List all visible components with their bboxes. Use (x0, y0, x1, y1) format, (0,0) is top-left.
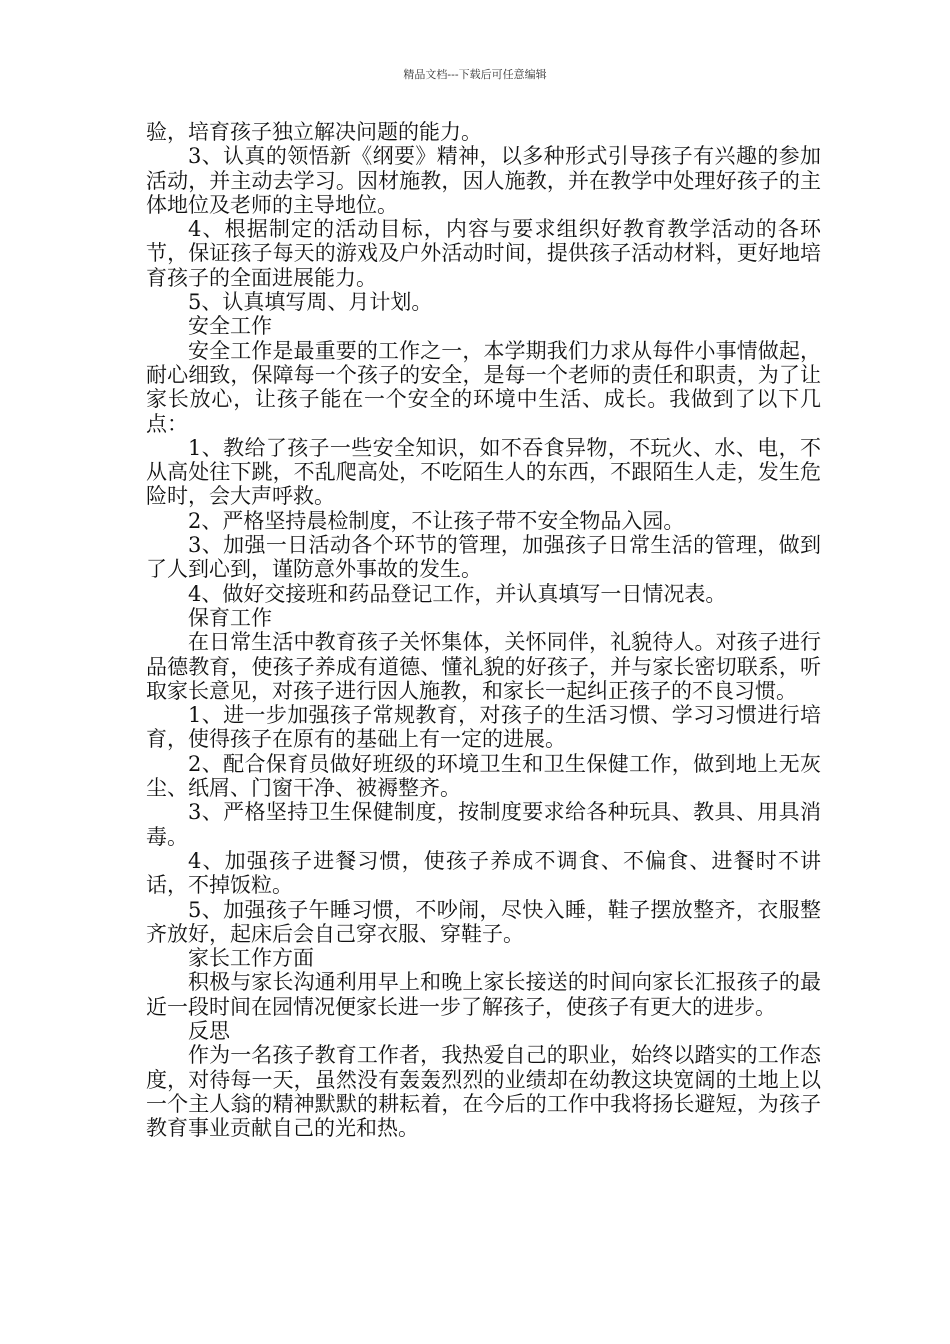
document-body (146, 120, 821, 1140)
paragraph: 2、严格坚持晨检制度，不让孩子带不安全物品入园。 (188, 508, 685, 533)
paragraph: 4、根据制定的活动目标，内容与要求组织好教育教学活动的各环节，保证孩子每天的游戏及户外活动时间，提供孩子活动材料，更好地培育孩子的全面进展能力。 (146, 217, 821, 290)
paragraph: 验，培育孩子独立解决问题的能力。 (146, 120, 482, 144)
paragraph: 4、做好交接班和药品登记工作，并认真填写一日情况表。 (188, 581, 727, 606)
paragraph: 2、配合保育员做好班级的环境卫生和卫生保健工作，做到地上无灰尘、纸屑、门窗干净、被褥整齐。 (146, 751, 821, 801)
paragraph: 4、加强孩子进餐习惯，使孩子养成不调食、不偏食、进餐时不讲话，不掉饭粒。 (146, 848, 821, 898)
paragraph: 3、加强一日活动各个环节的管理，加强孩子日常生活的管理，做到了人到心到，谨防意外事故的发生。 (146, 533, 821, 582)
paragraph: 作为一名孩子教育工作者，我热爱自己的职业，始终以踏实的工作态度，对待每一天，虽然没有轰轰烈烈的业绩却在幼教这块宽阔的土地上以一个主人翁的精神默默的耕耘着，在今后的工作中我将扬长避短，为孩子教育事业贡献自己的光和热。 (146, 1043, 821, 1141)
paragraph: 1、进一步加强孩子常规教育，对孩子的生活习惯、学习习惯进行培育，使得孩子在原有的基础上有一定的进展。 (146, 703, 821, 752)
paragraph: 5、加强孩子午睡习惯，不吵闹，尽快入睡，鞋子摆放整齐，衣服整齐放好，起床后会自己穿衣服、穿鞋子。 (146, 897, 821, 946)
paragraph: 积极与家长沟通利用早上和晚上家长接送的时间向家长汇报孩子的最近一段时间在园情况便家长进一步了解孩子，使孩子有更大的进步。 (146, 970, 821, 1019)
section-heading: 家长工作方面 (188, 946, 314, 971)
page-header: 精品文档---下载后可任意编辑 (403, 68, 547, 81)
paragraph: 安全工作是最重要的工作之一，本学期我们力求从每件小事情做起，耐心细致，保障每一个孩子的安全，是每一个老师的责任和职责，为了让家长放心，让孩子能在一个安全的环境中生活、成长。我做到了以下几点： (146, 338, 821, 436)
paragraph: 5、认真填写周、月计划。 (188, 290, 433, 315)
paragraph: 在日常生活中教育孩子关怀集体，关怀同伴，礼貌待人。对孩子进行品德教育，使孩子养成有道德、懂礼貌的好孩子，并与家长密切联系，听取家长意见，对孩子进行因人施教，和家长一起纠正孩子的不良习惯。 (146, 630, 821, 703)
paragraph: 3、认真的领悟新《纲要》精神，以多种形式引导孩子有兴趣的参加活动，并主动去学习。因材施教，因人施教，并在教学中处理好孩子的主体地位及老师的主导地位。 (146, 144, 821, 217)
section-heading: 保育工作 (188, 605, 272, 630)
section-heading: 安全工作 (188, 314, 272, 339)
paragraph: 3、严格坚持卫生保健制度，按制度要求给各种玩具、教具、用具消毒。 (146, 800, 821, 849)
section-heading: 反思 (188, 1018, 230, 1043)
paragraph: 1、教给了孩子一些安全知识，如不吞食异物，不玩火、水、电，不从高处往下跳，不乱爬高处，不吃陌生人的东西，不跟陌生人走，发生危险时，会大声呼救。 (146, 435, 821, 509)
